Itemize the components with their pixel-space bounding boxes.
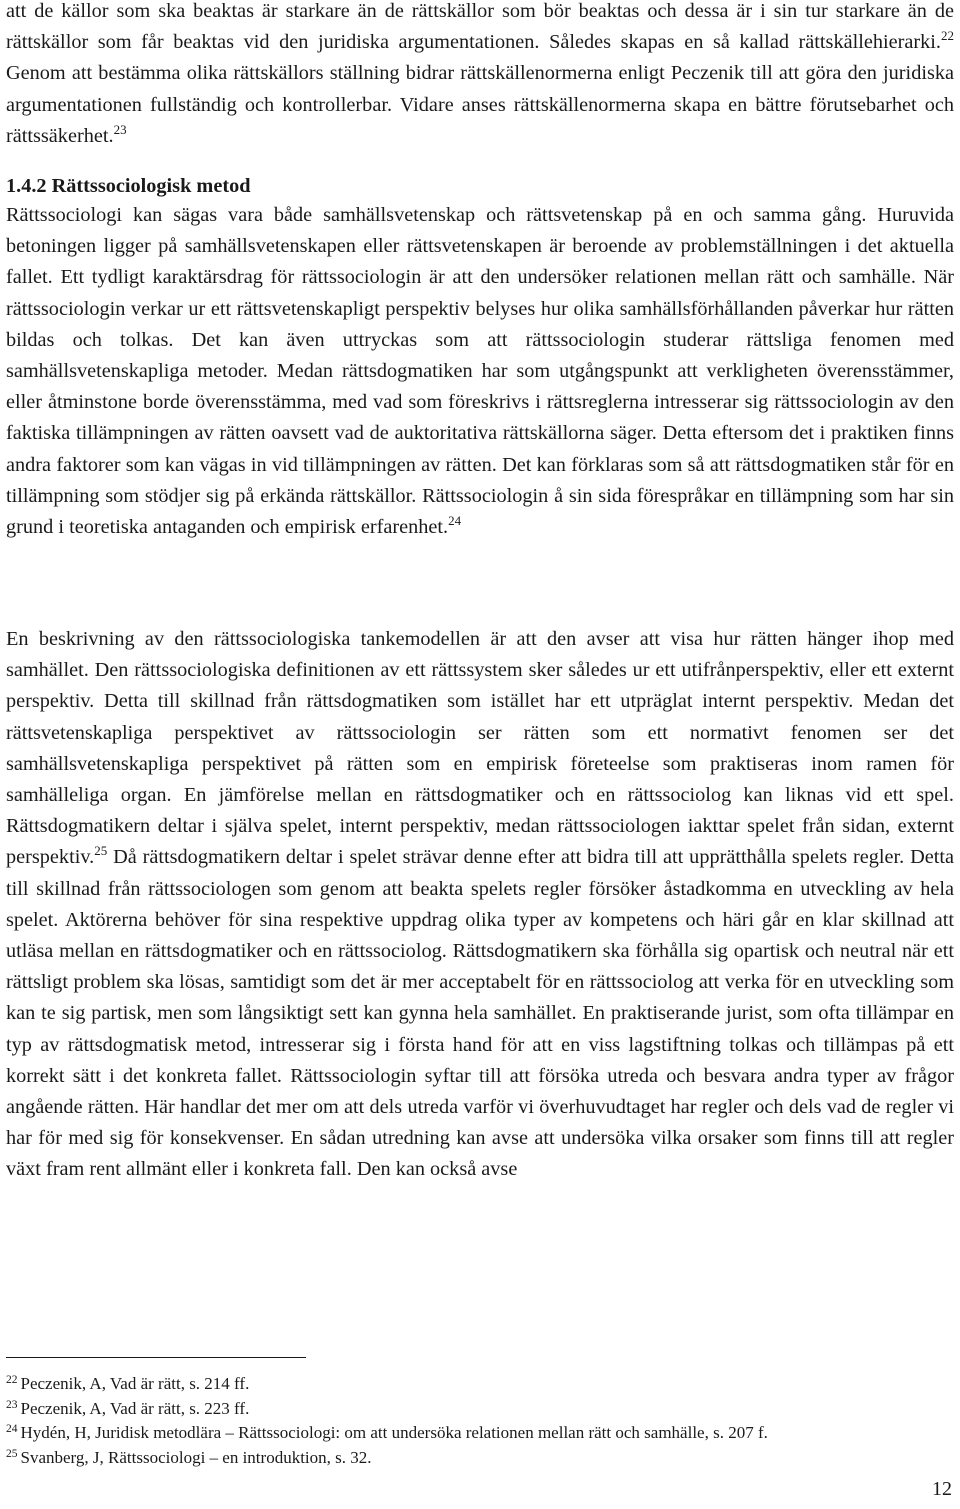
footnote-item: [6, 1372, 954, 1397]
footnote-number: 23: [6, 1398, 18, 1411]
intro-text-2: Genom att bestämma olika rättskällors ställning bidrar rättskällenormerna enligt Peczenik till att göra den juridiska argumentationen fullständig och kontrollerbar. Vidare anses rättskällenormerna skapa en bättre förutsebarhet och rättssäkerhet.: [6, 62, 954, 147]
footnote-divider: [6, 1357, 306, 1358]
footnote-text: Peczenik, A, Vad är rätt, s. 223 ff.: [20, 1398, 250, 1418]
section-heading: 1.4.2 Rättssociologisk metod: [6, 175, 251, 197]
paragraph-2-text-2: Då rättsdogmatikern deltar i spelet strävar denne efter att bidra till att upprätthålla spelets regler. Detta till skillnad från rättssociologen som genom att beakta spelets regler försöker åstadkomma en utveckling av hela spelet. Aktörerna behöver för sina respektive uppdrag olika typer av kompetens och häri går en klar skillnad att utläsa mellan en rättsdogmatiker och en rättssociolog. Rättsdogmatikern ska förhålla sig opartisk och neutral när ett rättsligt problem ska lösas, samtidigt som det är mer acceptabelt för en rättssociolog att verka för en utveckling som kan te sig partisk, men som långsiktigt sett kan gynna hela samhället. En praktiserande jurist, som ofta tillämpar en typ av rättsdogmatisk metod, intresserar sig i första hand för att en viss lagstiftning tolkas och tillämpas på ett korrekt sätt i det konkreta fallet. Rättssociologin syftar till att försöka utreda och besvara andra typer av frågor angående rätten. Här handlar det mer om att dels utreda varför vi överhuvudtaget har regler och dels vad de regler vi har för med sig för konsekvenser. En sådan utredning kan avse att undersöka vilka orsaker som finns till att regler växt fram rent allmänt eller i konkreta fall. Den kan också avse: [6, 846, 954, 1181]
footnote-ref-22[interactable]: 22: [941, 28, 954, 44]
footnote-ref-25[interactable]: 25: [94, 843, 108, 859]
footnote-text: Svanberg, J, Rättssociologi – en introduktion, s. 32.: [20, 1447, 372, 1467]
footnote-number: 25: [6, 1447, 18, 1460]
body-paragraph-1: [6, 200, 954, 543]
page-number: 12: [932, 1478, 952, 1500]
body-paragraph-2: [6, 624, 954, 1186]
paragraph-1-text: Rättssociologi kan sägas vara både samhällsvetenskap och rättsvetenskap på en och samma gång. Huruvida betoningen ligger på samhällsvetenskapen eller rättsvetenskapen är beroende av problemställningen i det aktuella fallet. Ett tydligt karaktärsdrag för rättssociologin är att den undersöker relationen mellan rätt och samhälle. När rättssociologin verkar ur ett rättsvetenskapligt perspektiv belyses hur olika samhällsförhållanden påverkar hur rätten bildas och tolkas. Det kan även uttryckas som att rättssociologin studerar rättsliga fenomen med samhällsvetenskapliga metoder. Medan rättsdogmatiken har som utgångspunkt att verkligheten överensstämmer, eller åtminstone borde överensstämma, med vad som föreskrivs i rättsreglerna intresserar sig rättssociologin av den faktiska tillämpningen av rätten oavsett vad de auktoritativa rättskällorna säger. Detta eftersom det i praktiken finns andra faktorer som kan vägas in vid tillämpningen av rätten. Det kan förklaras som så att rättsdogmatiken står för en tillämpning som stödjer sig på erkända rättskällor. Rättssociologin å sin sida förespråkar en tillämpning som har sin grund i teoretiska antaganden och empirisk erfarenhet.: [6, 204, 954, 539]
intro-text-1: att de källor som ska beaktas är starkare än de rättskällor som bör beaktas och dessa är i sin tur starkare än de rättskällor som får beaktas vid den juridiska argumentationen. Således skapas en så kallad rättskällehierarki.: [6, 0, 954, 54]
footnote-ref-24[interactable]: 24: [448, 513, 462, 529]
footnotes-list: [6, 1372, 954, 1470]
footnote-item: [6, 1421, 954, 1446]
intro-paragraph: [6, 0, 954, 152]
footnote-number: 22: [6, 1374, 18, 1386]
footnote-item: [6, 1446, 954, 1471]
footnote-item: [6, 1397, 954, 1422]
footnote-number: 24: [6, 1423, 18, 1435]
footnote-text: Hydén, H, Juridisk metodlära – Rättssociologi: om att undersöka relationen mellan rätt och samhälle, s. 207 f.: [20, 1423, 768, 1442]
footnote-ref-23[interactable]: 23: [113, 121, 127, 137]
paragraph-2-text-1: En beskrivning av den rättssociologiska tankemodellen är att den avser att visa hur rätten hänger ihop med samhället. Den rättssociologiska definitionen av ett rättssystem sker således ur ett utifrånperspektiv, eller ett externt perspektiv. Detta till skillnad från rättsdogmatiken som istället har ett utpräglat internt perspektiv. Medan det rättsvetenskapliga perspektivet av rättssociologin ser rätten som ett normativt fenomen ser det samhällsvetenskapliga perspektivet på rätten som en empirisk företeelse som praktiseras inom ramen för samhälleliga organ. En jämförelse mellan en rättsdogmatiker och en rättssociolog kan liknas vid ett spel. Rättsdogmatikern deltar i själva spelet, internt perspektiv, medan rättssociologen iakttar spelet från sidan, externt perspektiv.: [6, 628, 954, 869]
footnote-text: Peczenik, A, Vad är rätt, s. 214 ff.: [20, 1374, 250, 1393]
